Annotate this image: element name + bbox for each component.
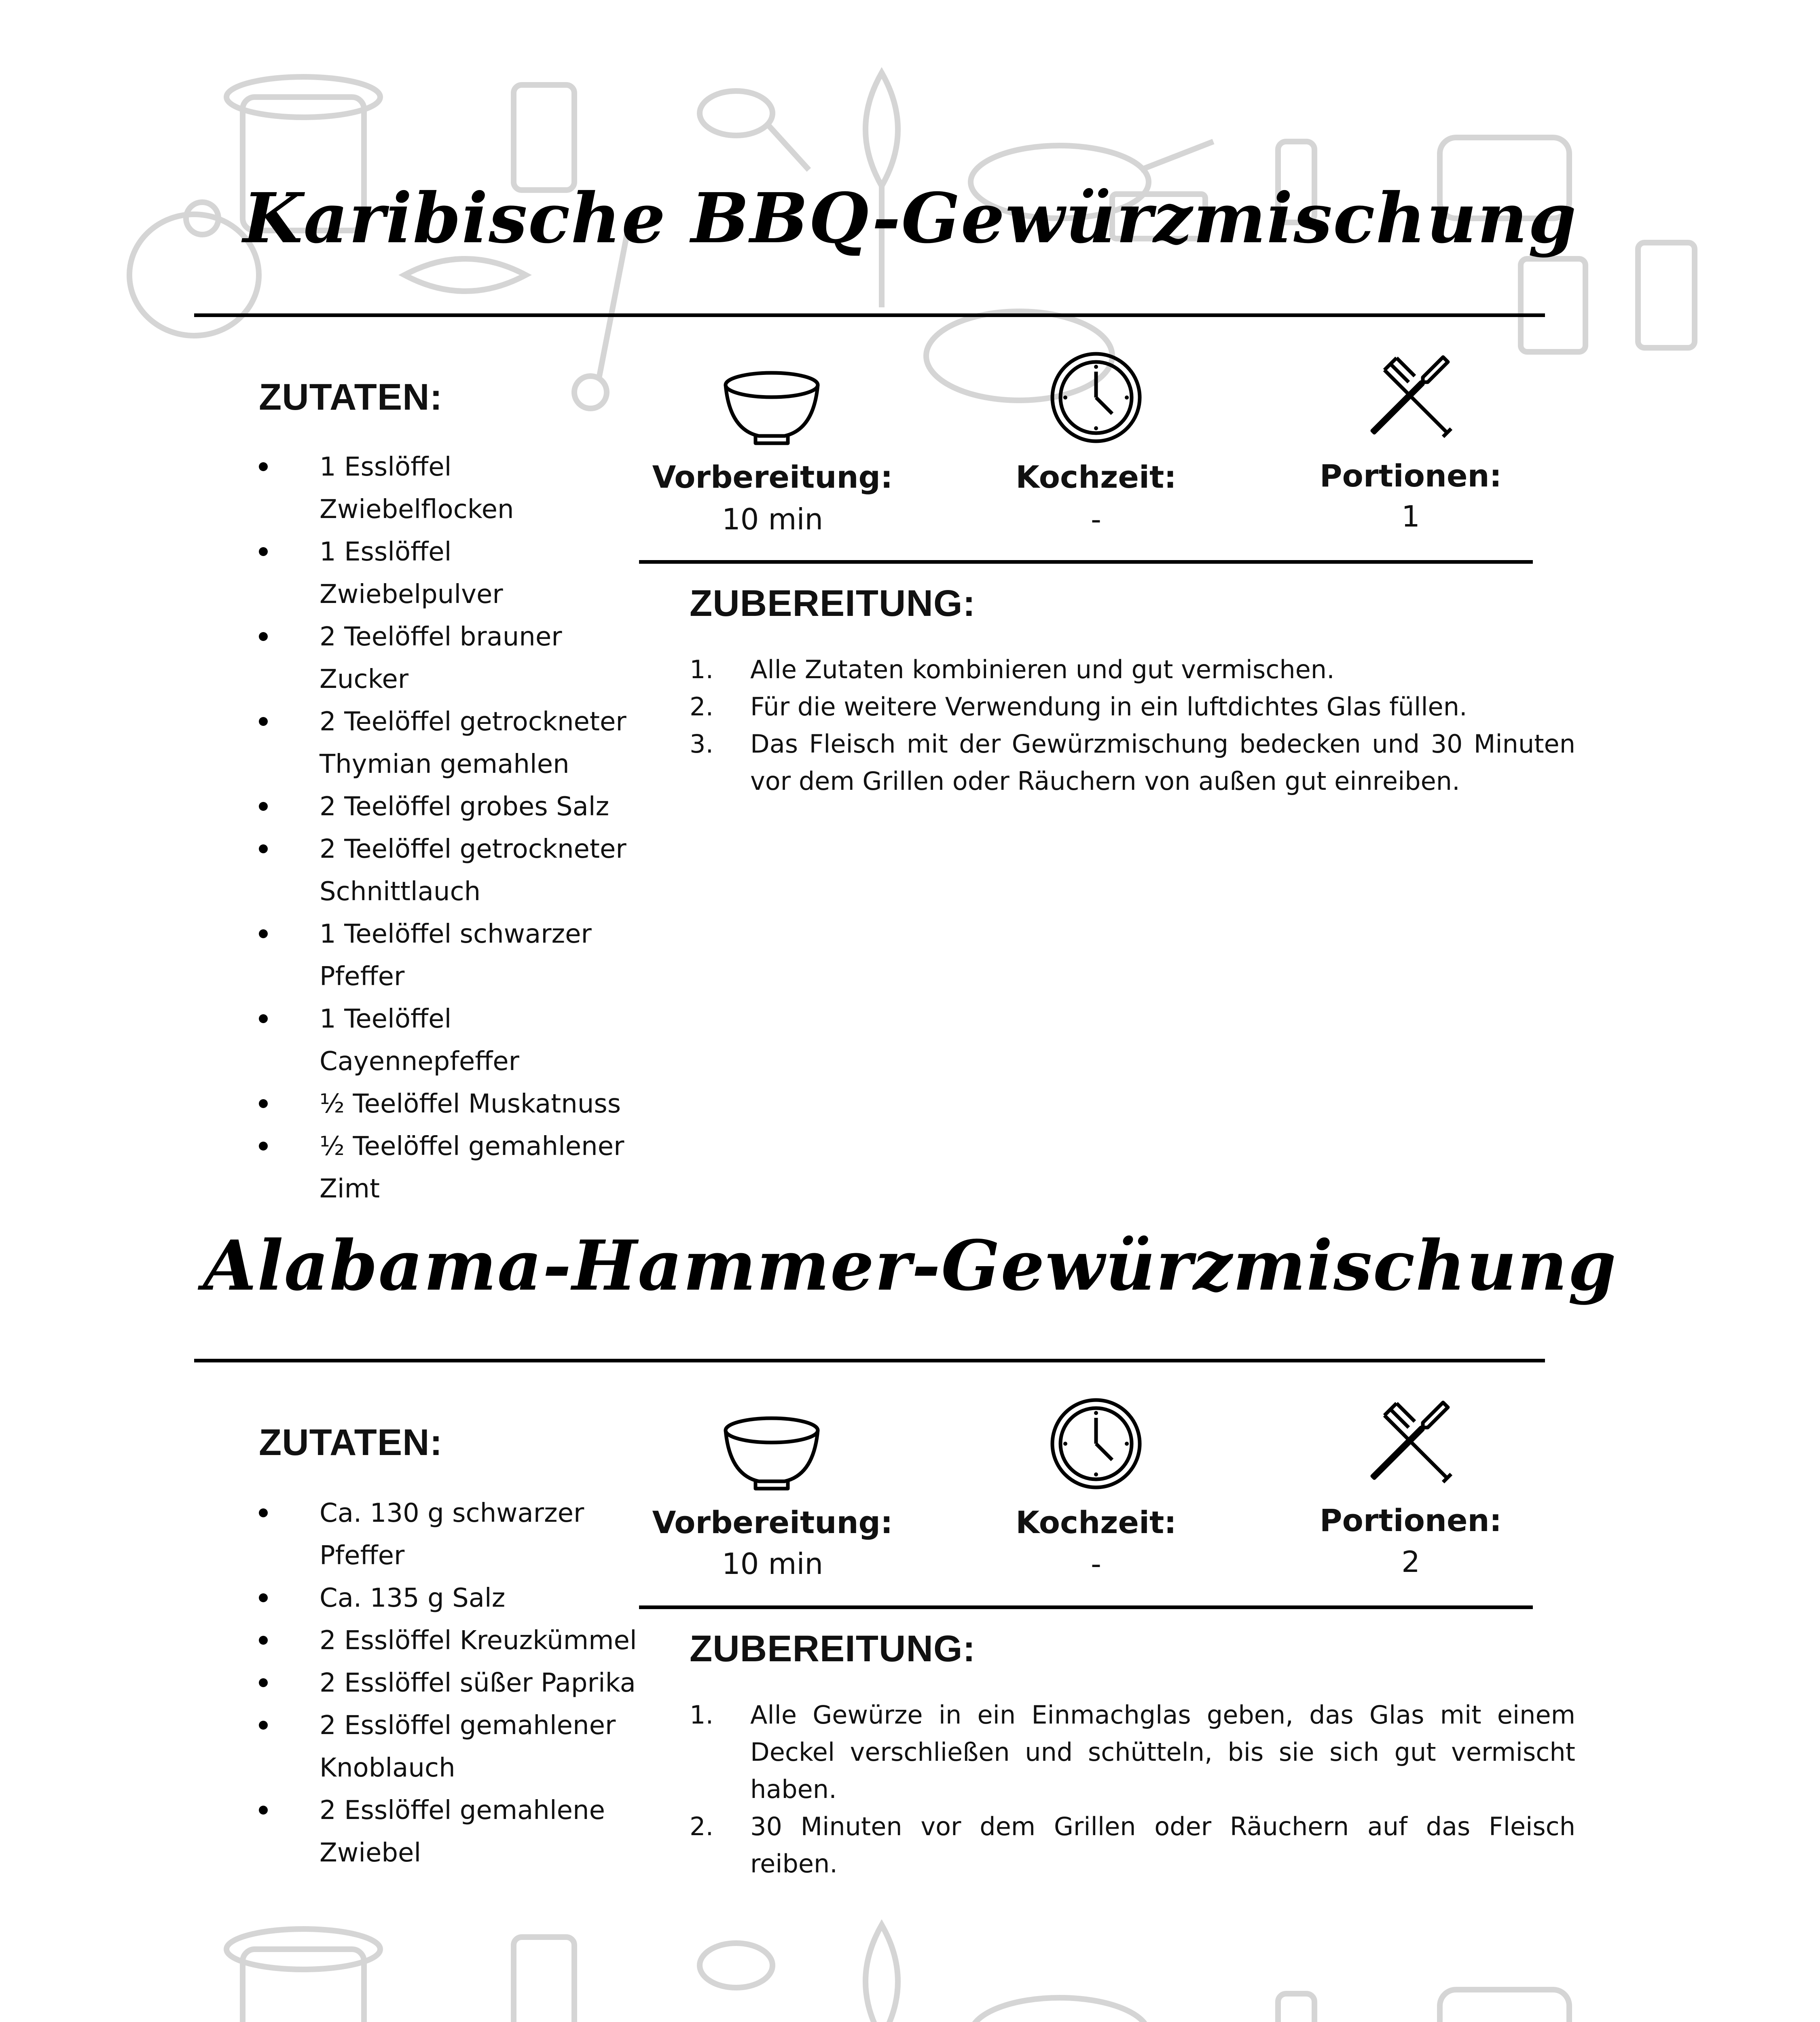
fork-knife-icon: [1362, 346, 1459, 443]
portions-value: 2: [1401, 1545, 1420, 1579]
ingredient-text: Knoblauch: [320, 1753, 455, 1783]
method-steps: [690, 651, 1575, 800]
ingredient-text: Thymian gemahlen: [320, 749, 569, 779]
ingredient-text: Zwiebelpulver: [320, 580, 503, 609]
ingredient-text: 2 Esslöffel gemahlener: [320, 1711, 616, 1741]
ingredient-item: [259, 1083, 639, 1125]
ingredient-text: Zwiebelflocken: [320, 495, 514, 525]
step-text: Alle Gewürze in ein Einmachglas geben, das Glas mit einem Deckel verschließen und schütteln, bis sie sich gut vermischt haben.: [750, 1700, 1575, 1804]
method-step: [690, 1696, 1575, 1808]
ingredient-item: [259, 1789, 639, 1874]
ingredient-text: Zucker: [320, 664, 409, 694]
ingredient-text: Pfeffer: [320, 1541, 405, 1571]
ingredient-text: 2 Teelöffel getrockneter: [320, 707, 626, 737]
ingredient-text: Cayennepfeffer: [320, 1047, 519, 1077]
ingredient-text: Ca. 135 g Salz: [320, 1583, 506, 1613]
ingredient-item: [259, 786, 639, 828]
prep-value: 10 min: [722, 1547, 823, 1581]
ingredient-item: [259, 1492, 639, 1577]
step-number: 3.: [690, 729, 714, 759]
ingredient-item: [259, 701, 639, 786]
ingredient-text: Ca. 130 g schwarzer: [320, 1498, 584, 1528]
ingredient-text: ½ Teelöffel Muskatnuss: [320, 1089, 621, 1119]
step-text: Alle Zutaten kombinieren und gut vermischen.: [750, 655, 1335, 684]
step-number: 2.: [690, 1812, 714, 1841]
ingredient-text: 1 Teelöffel: [320, 1004, 452, 1034]
ingredient-text: 2 Teelöffel getrockneter: [320, 834, 626, 864]
portions-label: Portionen:: [1319, 1502, 1502, 1538]
ingredients-list: [259, 1492, 639, 1874]
step-text: 30 Minuten vor dem Grillen oder Räuchern auf das Fleisch reiben.: [750, 1812, 1575, 1878]
cook-value: -: [1091, 1547, 1101, 1581]
ingredient-item: [259, 913, 639, 998]
portions-label: Portionen:: [1319, 458, 1502, 494]
ingredient-text: 1 Esslöffel: [320, 452, 452, 482]
ingredient-item: [259, 1662, 639, 1705]
ingredient-text: Schnittlauch: [320, 877, 481, 907]
method-step: [690, 651, 1575, 688]
ingredients-list: [259, 446, 639, 1210]
clock-icon: [1048, 1395, 1145, 1492]
method-step: [690, 725, 1575, 800]
ingredient-item: [259, 1705, 639, 1789]
method-step: [690, 1808, 1575, 1882]
ingredient-item: [259, 828, 639, 913]
ingredient-text: 1 Teelöffel schwarzer: [320, 919, 592, 949]
bowl-icon: [723, 1405, 820, 1502]
method-steps: [690, 1696, 1575, 1882]
ingredient-text: Zimt: [320, 1174, 380, 1204]
prep-value: 10 min: [722, 502, 823, 536]
ingredient-item: [259, 998, 639, 1083]
step-number: 1.: [690, 655, 714, 684]
ingredient-text: 2 Teelöffel brauner: [320, 622, 562, 652]
ingredient-item: [259, 1620, 639, 1662]
ingredient-text: 1 Esslöffel: [320, 537, 452, 567]
ingredient-text: 2 Esslöffel gemahlene: [320, 1796, 605, 1825]
prep-label: Vorbereitung:: [652, 459, 893, 495]
prep-label: Vorbereitung:: [652, 1504, 893, 1540]
info-divider: [639, 1605, 1533, 1609]
kitchen-utensils-background-icon: [0, 1901, 1820, 2022]
ingredient-item: [259, 446, 639, 531]
method-step: [690, 688, 1575, 725]
ingredient-item: [259, 1125, 639, 1210]
ingredients-heading: ZUTATEN:: [259, 376, 443, 418]
ingredient-text: 2 Esslöffel Kreuzkümmel: [320, 1626, 637, 1656]
title-divider: [194, 313, 1545, 317]
ingredient-text: 2 Esslöffel süßer Paprika: [320, 1668, 636, 1698]
cook-value: -: [1091, 502, 1101, 536]
title-divider: [194, 1359, 1545, 1362]
ingredient-text: Zwiebel: [320, 1838, 421, 1868]
step-number: 1.: [690, 1700, 714, 1730]
cook-label: Kochzeit:: [1016, 1504, 1177, 1540]
clock-icon: [1048, 349, 1145, 446]
ingredient-text: Pfeffer: [320, 962, 405, 992]
ingredient-item: [259, 1577, 639, 1620]
recipe-title: Alabama-Hammer-Gewürzmischung: [203, 1225, 1617, 1306]
method-heading: ZUBEREITUNG:: [690, 583, 976, 624]
cook-label: Kochzeit:: [1016, 459, 1177, 495]
method-heading: ZUBEREITUNG:: [690, 1628, 976, 1669]
ingredients-heading: ZUTATEN:: [259, 1422, 443, 1463]
ingredient-item: [259, 616, 639, 701]
info-divider: [639, 560, 1533, 564]
bowl-icon: [723, 360, 820, 457]
ingredient-item: [259, 531, 639, 616]
ingredient-text: 2 Teelöffel grobes Salz: [320, 792, 609, 822]
step-text: Für die weitere Verwendung in ein luftdichtes Glas füllen.: [750, 692, 1467, 721]
recipe-title: Karibische BBQ-Gewürzmischung: [243, 178, 1577, 259]
step-text: Das Fleisch mit der Gewürzmischung bedecken und 30 Minuten vor dem Grillen oder Räuchern von außen gut einreiben.: [750, 729, 1575, 796]
step-number: 2.: [690, 692, 714, 721]
ingredient-text: ½ Teelöffel gemahlener: [320, 1132, 624, 1161]
fork-knife-icon: [1362, 1391, 1459, 1488]
portions-value: 1: [1401, 499, 1420, 533]
